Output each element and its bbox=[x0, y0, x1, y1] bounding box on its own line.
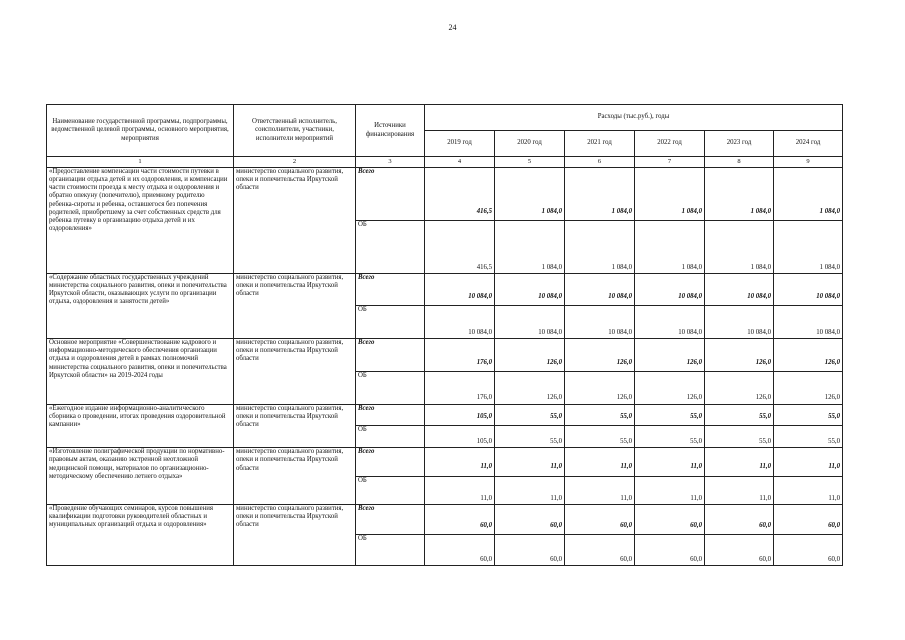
total-value: 11,0 bbox=[425, 448, 495, 476]
header-name: Наименование государственной программы, подпрограммы, ведомственной целевой программы, основного мероприятия, мероприятия bbox=[47, 105, 234, 157]
column-number: 2 bbox=[234, 157, 356, 168]
total-value: 60,0 bbox=[425, 504, 495, 535]
ob-value: 126,0 bbox=[495, 371, 565, 404]
total-value: 10 084,0 bbox=[495, 273, 565, 306]
ob-value: 55,0 bbox=[495, 426, 565, 448]
total-value: 126,0 bbox=[774, 339, 843, 372]
expenses-table bbox=[46, 104, 843, 566]
ob-value: 1 084,0 bbox=[565, 221, 635, 273]
total-value: 55,0 bbox=[635, 404, 705, 426]
ob-value: 60,0 bbox=[705, 535, 774, 566]
total-value: 1 084,0 bbox=[705, 167, 774, 220]
header-year: 2023 год bbox=[705, 131, 774, 157]
total-value: 1 084,0 bbox=[565, 167, 635, 220]
total-value: 1 084,0 bbox=[774, 167, 843, 220]
ob-value: 55,0 bbox=[565, 426, 635, 448]
row-responsible: министерство социального развития, опеки и попечительства Иркутской области bbox=[234, 339, 356, 404]
total-value: 60,0 bbox=[635, 504, 705, 535]
column-number-row bbox=[47, 157, 843, 168]
row-name: «Предоставление компенсации части стоимости путевки в организации отдыха детей и их оздоровления, и компенсации части стоимости проезда к месту отдыха и оздоровления и обратно опекуну (попечителю), приемному родителю ребенка-сироты и ребенка, оставшегося без попечения родителей, приобретшему за счет собственных средств для ребенка путевку в организацию отдыха детей и их оздоровления» bbox=[47, 167, 234, 273]
ob-value: 126,0 bbox=[565, 371, 635, 404]
ob-value: 10 084,0 bbox=[425, 306, 495, 339]
ob-value: 10 084,0 bbox=[495, 306, 565, 339]
header-sources: Источники финансирования bbox=[356, 105, 425, 157]
ob-value: 10 084,0 bbox=[774, 306, 843, 339]
total-value: 1 084,0 bbox=[495, 167, 565, 220]
total-value: 11,0 bbox=[705, 448, 774, 476]
ob-value: 60,0 bbox=[774, 535, 843, 566]
ob-value: 10 084,0 bbox=[635, 306, 705, 339]
row-responsible: министерство социального развития, опеки и попечительства Иркутской области bbox=[234, 273, 356, 338]
header-responsible: Ответственный исполнитель, соисполнители, участники, исполнители мероприятий bbox=[234, 105, 356, 157]
ob-value: 176,0 bbox=[425, 371, 495, 404]
total-value: 10 084,0 bbox=[705, 273, 774, 306]
source-total-label: Всего bbox=[356, 448, 425, 476]
column-number: 8 bbox=[705, 157, 774, 168]
ob-value: 60,0 bbox=[425, 535, 495, 566]
ob-value: 11,0 bbox=[774, 476, 843, 504]
column-number: 7 bbox=[635, 157, 705, 168]
page-number: 24 bbox=[448, 23, 457, 32]
header-year: 2021 год bbox=[565, 131, 635, 157]
row-name: «Проведение обучающих семинаров, курсов повышения квалификации подготовки руководителей областных и муниципальных организаций отдыха и оздоровления» bbox=[47, 504, 234, 565]
column-number: 3 bbox=[356, 157, 425, 168]
total-value: 126,0 bbox=[565, 339, 635, 372]
ob-value: 416,5 bbox=[425, 221, 495, 273]
total-value: 60,0 bbox=[705, 504, 774, 535]
source-ob-label: ОБ bbox=[356, 221, 425, 273]
total-value: 176,0 bbox=[425, 339, 495, 372]
row-responsible: министерство социального развития, опеки и попечительства Иркутской области bbox=[234, 404, 356, 448]
ob-value: 126,0 bbox=[635, 371, 705, 404]
total-value: 55,0 bbox=[774, 404, 843, 426]
ob-value: 11,0 bbox=[565, 476, 635, 504]
ob-value: 1 084,0 bbox=[774, 221, 843, 273]
ob-value: 55,0 bbox=[705, 426, 774, 448]
ob-value: 55,0 bbox=[774, 426, 843, 448]
total-value: 10 084,0 bbox=[565, 273, 635, 306]
total-value: 55,0 bbox=[495, 404, 565, 426]
row-name: «Ежегодное издание информационно-аналитического сборника о проведении, итогах проведения оздоровительной кампании» bbox=[47, 404, 234, 448]
ob-value: 60,0 bbox=[565, 535, 635, 566]
source-ob-label: ОБ bbox=[356, 371, 425, 404]
header-year: 2020 год bbox=[495, 131, 565, 157]
source-total-label: Всего bbox=[356, 339, 425, 372]
source-ob-label: ОБ bbox=[356, 426, 425, 448]
column-number: 6 bbox=[565, 157, 635, 168]
total-value: 11,0 bbox=[774, 448, 843, 476]
total-value: 10 084,0 bbox=[635, 273, 705, 306]
total-value: 105,0 bbox=[425, 404, 495, 426]
ob-value: 126,0 bbox=[705, 371, 774, 404]
total-value: 60,0 bbox=[774, 504, 843, 535]
row-responsible: министерство социального развития, опеки и попечительства Иркутской области bbox=[234, 167, 356, 273]
total-value: 126,0 bbox=[705, 339, 774, 372]
row-name: Основное мероприятие «Совершенствование кадрового и информационно-методического обеспечения организации отдыха и оздоровления детей в рамках полномочий министерства социального развития, опеки и попечительства Иркутской области» на 2019-2024 годы bbox=[47, 339, 234, 404]
ob-value: 11,0 bbox=[635, 476, 705, 504]
total-value: 1 084,0 bbox=[635, 167, 705, 220]
table-row bbox=[47, 448, 843, 476]
column-number: 4 bbox=[425, 157, 495, 168]
source-total-label: Всего bbox=[356, 167, 425, 220]
header-year: 2022 год bbox=[635, 131, 705, 157]
ob-value: 1 084,0 bbox=[705, 221, 774, 273]
total-value: 60,0 bbox=[565, 504, 635, 535]
total-value: 126,0 bbox=[635, 339, 705, 372]
total-value: 55,0 bbox=[565, 404, 635, 426]
total-value: 10 084,0 bbox=[425, 273, 495, 306]
ob-value: 105,0 bbox=[425, 426, 495, 448]
table-row bbox=[47, 504, 843, 535]
ob-value: 10 084,0 bbox=[705, 306, 774, 339]
header-year: 2024 год bbox=[774, 131, 843, 157]
row-responsible: министерство социального развития, опеки и попечительства Иркутской области bbox=[234, 448, 356, 505]
ob-value: 11,0 bbox=[705, 476, 774, 504]
total-value: 11,0 bbox=[495, 448, 565, 476]
row-name: «Содержание областных государственных учреждений министерства социального развития, опеки и попечительства Иркутской области, оказывающих услуги по организации отдыха, оздоровления и занятости детей» bbox=[47, 273, 234, 338]
ob-value: 11,0 bbox=[495, 476, 565, 504]
row-responsible: министерство социального развития, опеки и попечительства Иркутской области bbox=[234, 504, 356, 565]
column-number: 5 bbox=[495, 157, 565, 168]
table-row bbox=[47, 339, 843, 372]
total-value: 60,0 bbox=[495, 504, 565, 535]
total-value: 11,0 bbox=[635, 448, 705, 476]
table-row bbox=[47, 273, 843, 306]
ob-value: 10 084,0 bbox=[565, 306, 635, 339]
total-value: 416,5 bbox=[425, 167, 495, 220]
source-total-label: Всего bbox=[356, 273, 425, 306]
table-row bbox=[47, 167, 843, 220]
ob-value: 55,0 bbox=[635, 426, 705, 448]
ob-value: 1 084,0 bbox=[635, 221, 705, 273]
total-value: 10 084,0 bbox=[774, 273, 843, 306]
total-value: 126,0 bbox=[495, 339, 565, 372]
source-ob-label: ОБ bbox=[356, 306, 425, 339]
table-row bbox=[47, 404, 843, 426]
header-year: 2019 год bbox=[425, 131, 495, 157]
ob-value: 1 084,0 bbox=[495, 221, 565, 273]
ob-value: 11,0 bbox=[425, 476, 495, 504]
total-value: 11,0 bbox=[565, 448, 635, 476]
header-expenses: Расходы (тыс.руб.), годы bbox=[425, 105, 843, 131]
source-ob-label: ОБ bbox=[356, 476, 425, 504]
total-value: 55,0 bbox=[705, 404, 774, 426]
source-total-label: Всего bbox=[356, 504, 425, 535]
ob-value: 60,0 bbox=[635, 535, 705, 566]
column-number: 1 bbox=[47, 157, 234, 168]
column-number: 9 bbox=[774, 157, 843, 168]
source-ob-label: ОБ bbox=[356, 535, 425, 566]
row-name: «Изготовление полиграфической продукции по нормативно-правовым актам, оказанию экстренной неотложной медицинской помощи, материалов по организационно-методическому обеспечению летнего отдыха» bbox=[47, 448, 234, 505]
source-total-label: Всего bbox=[356, 404, 425, 426]
ob-value: 60,0 bbox=[495, 535, 565, 566]
ob-value: 126,0 bbox=[774, 371, 843, 404]
